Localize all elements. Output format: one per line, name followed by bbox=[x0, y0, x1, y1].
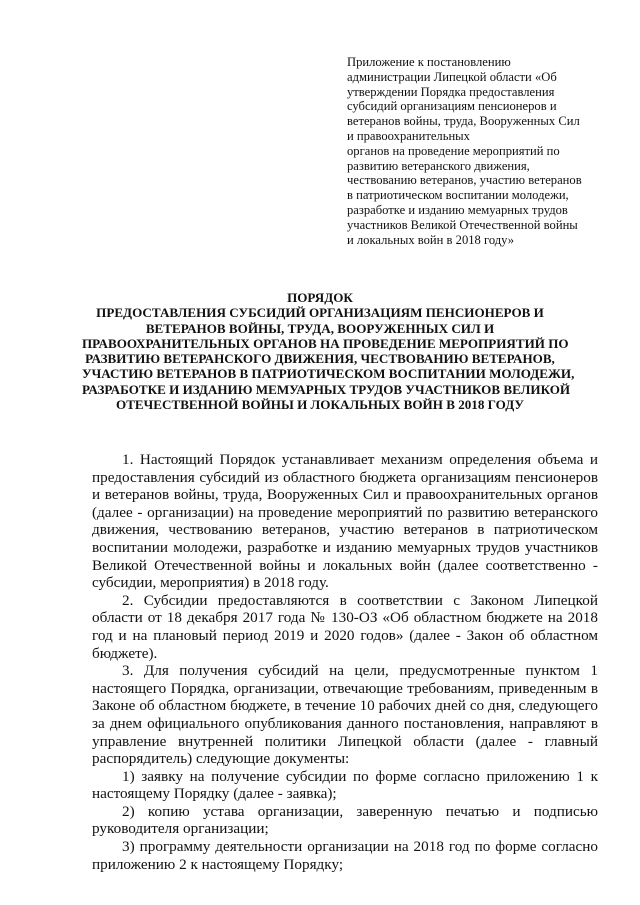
document-title bbox=[82, 290, 575, 413]
title-line: УЧАСТИЮ ВЕТЕРАНОВ В ПАТРИОТИЧЕСКОМ ВОСПИТАНИИ МОЛОДЕЖИ, bbox=[82, 366, 575, 382]
list-item-1: 1) заявку на получение субсидии по форме согласно приложению 1 к настоящему Порядку (далее - заявка); bbox=[92, 767, 598, 803]
appendix-line: Приложение к постановлению bbox=[347, 55, 511, 69]
appendix-line: утверждении Порядка предоставления bbox=[347, 84, 555, 99]
title-line: ВЕТЕРАНОВ ВОЙНЫ, ТРУДА, ВООРУЖЕННЫХ СИЛ И bbox=[145, 320, 495, 336]
title-line: ПРАВООХРАНИТЕЛЬНЫХ ОРГАНОВ НА ПРОВЕДЕНИЕ МЕРОПРИЯТИЙ ПО bbox=[82, 335, 569, 351]
list-item-2: 2) копию устава организации, заверенную печатью и подписью руководителя организации; bbox=[92, 802, 598, 838]
appendix-line: администрации Липецкой области «Об bbox=[347, 69, 557, 84]
title-line: ОТЕЧЕСТВЕННОЙ ВОЙНЫ И ЛОКАЛЬНЫХ ВОЙН В 2018 ГОДУ bbox=[116, 397, 524, 413]
document-body bbox=[92, 451, 598, 873]
appendix-line: органов на проведение мероприятий по bbox=[347, 143, 560, 158]
appendix-line: и локальных войн в 2018 году» bbox=[347, 232, 515, 247]
appendix-line: развитию ветеранского движения, bbox=[347, 158, 530, 173]
title-heading: ПОРЯДОК bbox=[287, 290, 353, 305]
appendix-line: участников Великой Отечественной войны bbox=[347, 217, 578, 232]
appendix-line: ветеранов войны, труда, Вооруженных Сил bbox=[347, 114, 580, 129]
appendix-line: разработке и изданию мемуарных трудов bbox=[347, 202, 568, 217]
list-item-3: 3) программу деятельности организации на 2018 год по форме согласно приложению 2 к настоящему Порядку; bbox=[92, 838, 598, 873]
paragraph-3: 3. Для получения субсидий на цели, предусмотренные пунктом 1 настоящего Порядка, организации, отвечающие требованиям, приведенным в Законе об областном бюджете, в течение 10 рабочих дней со дня, следующего за днем официального опубликования данного постановления, направляют в управление внутренней политики Липецкой области (далее - главный распорядитель) следующие документы: bbox=[92, 662, 598, 768]
appendix-line: в патриотическом воспитании молодежи, bbox=[347, 188, 569, 203]
paragraph-1: 1. Настоящий Порядок устанавливает механизм определения объема и предоставления субсидий из областного бюджета организациям пенсионеров и ветеранов войны, труда, Вооруженных Сил и правоохранительных органов (далее - организации) на проведение мероприятий по развитию ветеранского движения, чествованию ветеранов, участию ветеранов в патриотическом воспитании молодежи, разработке и изданию мемуарных трудов участников Великой Отечественной войны и локальных войн (далее соответственно - субсидии, мероприятия) в 2018 году. bbox=[92, 451, 598, 592]
title-line: РАЗВИТИЮ ВЕТЕРАНСКОГО ДВИЖЕНИЯ, ЧЕСТВОВАНИЮ ВЕТЕРАНОВ, bbox=[85, 351, 555, 367]
paragraph-2: 2. Субсидии предоставляются в соответствии с Законом Липецкой области от 18 декабря 2017 года № 130-ОЗ «Об областном бюджете на 2018 год и на плановый период 2019 и 2020 годов» (далее - Закон об областном бюджете). bbox=[92, 591, 598, 662]
title-line: ПРЕДОСТАВЛЕНИЯ СУБСИДИЙ ОРГАНИЗАЦИЯМ ПЕНСИОНЕРОВ И bbox=[96, 305, 544, 321]
appendix-line: субсидий организациям пенсионеров и bbox=[347, 99, 557, 114]
appendix-line: и правоохранительных bbox=[347, 128, 470, 143]
appendix-note bbox=[347, 55, 592, 247]
appendix-line: чествованию ветеранов, участию ветеранов bbox=[347, 173, 582, 188]
title-line: РАЗРАБОТКЕ И ИЗДАНИЮ МЕМУАРНЫХ ТРУДОВ УЧАСТНИКОВ ВЕЛИКОЙ bbox=[82, 381, 571, 397]
